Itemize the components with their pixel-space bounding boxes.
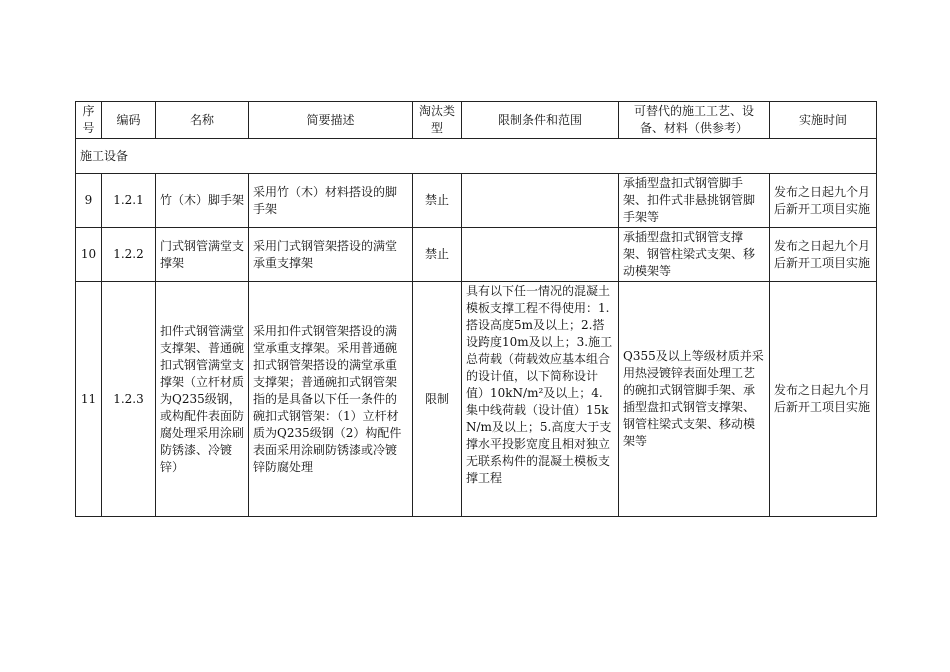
row-desc: 采用扣件式钢管架搭设的满堂承重支撑架。采用普通碗扣式钢管架搭设的满堂承重支撑架；普通碗扣式钢管架指的是具备以下任一条件的碗扣式钢管架：（1）立杆材质为Q235级钢（2）构配件表面采用涂刷防锈漆或冷镀锌防腐处理 — [249, 282, 413, 517]
row-type: 禁止 — [413, 174, 462, 228]
header-code: 编码 — [102, 102, 156, 139]
row-code: 1.2.2 — [102, 228, 156, 282]
row-alt: 承插型盘扣式钢管支撑架、钢管柱梁式支架、移动模架等 — [619, 228, 770, 282]
section-title: 施工设备 — [76, 139, 877, 174]
table-row — [76, 228, 877, 282]
table-header-row — [76, 102, 877, 139]
row-type: 限制 — [413, 282, 462, 517]
row-limits — [462, 174, 619, 228]
header-alt: 可替代的施工工艺、设备、材料（供参考） — [619, 102, 770, 139]
table-row — [76, 174, 877, 228]
row-name: 门式钢管满堂支撑架 — [156, 228, 249, 282]
row-alt: Q355及以上等级材质并采用热浸镀锌表面处理工艺的碗扣式钢管脚手架、承插型盘扣式钢管支撑架、钢管柱梁式支架、移动模架等 — [619, 282, 770, 517]
header-no: 序号 — [76, 102, 102, 139]
header-limits: 限制条件和范围 — [462, 102, 619, 139]
row-limits: 具有以下任一情况的混凝土模板支撑工程不得使用：1.搭设高度5m及以上；2.搭设跨度10m及以上；3.施工总荷载（荷载效应基本组合的设计值，以下简称设计值）10kN/m²及以上；4.集中线荷载（设计值）15kN/m及以上；5.高度大于支撑水平投影宽度且相对独立无联系构件的混凝土模板支撑工程 — [462, 282, 619, 517]
table-row — [76, 282, 877, 517]
row-code: 1.2.3 — [102, 282, 156, 517]
row-limits — [462, 228, 619, 282]
header-type: 淘汰类型 — [413, 102, 462, 139]
row-name: 扣件式钢管满堂支撑架、普通碗扣式钢管满堂支撑架（立杆材质为Q235级钢，或构配件表面防腐处理采用涂刷防锈漆、冷镀锌） — [156, 282, 249, 517]
equipment-table — [75, 101, 877, 517]
row-type: 禁止 — [413, 228, 462, 282]
row-time: 发布之日起九个月后新开工项目实施 — [770, 174, 877, 228]
row-no: 11 — [76, 282, 102, 517]
section-row — [76, 139, 877, 174]
row-time: 发布之日起九个月后新开工项目实施 — [770, 282, 877, 517]
row-code: 1.2.1 — [102, 174, 156, 228]
row-desc: 采用竹（木）材料搭设的脚手架 — [249, 174, 413, 228]
header-desc: 简要描述 — [249, 102, 413, 139]
row-desc: 采用门式钢管架搭设的满堂承重支撑架 — [249, 228, 413, 282]
row-no: 9 — [76, 174, 102, 228]
row-no: 10 — [76, 228, 102, 282]
row-time: 发布之日起九个月后新开工项目实施 — [770, 228, 877, 282]
header-time: 实施时间 — [770, 102, 877, 139]
header-name: 名称 — [156, 102, 249, 139]
row-name: 竹（木）脚手架 — [156, 174, 249, 228]
row-alt: 承插型盘扣式钢管脚手架、扣件式非悬挑钢管脚手架等 — [619, 174, 770, 228]
